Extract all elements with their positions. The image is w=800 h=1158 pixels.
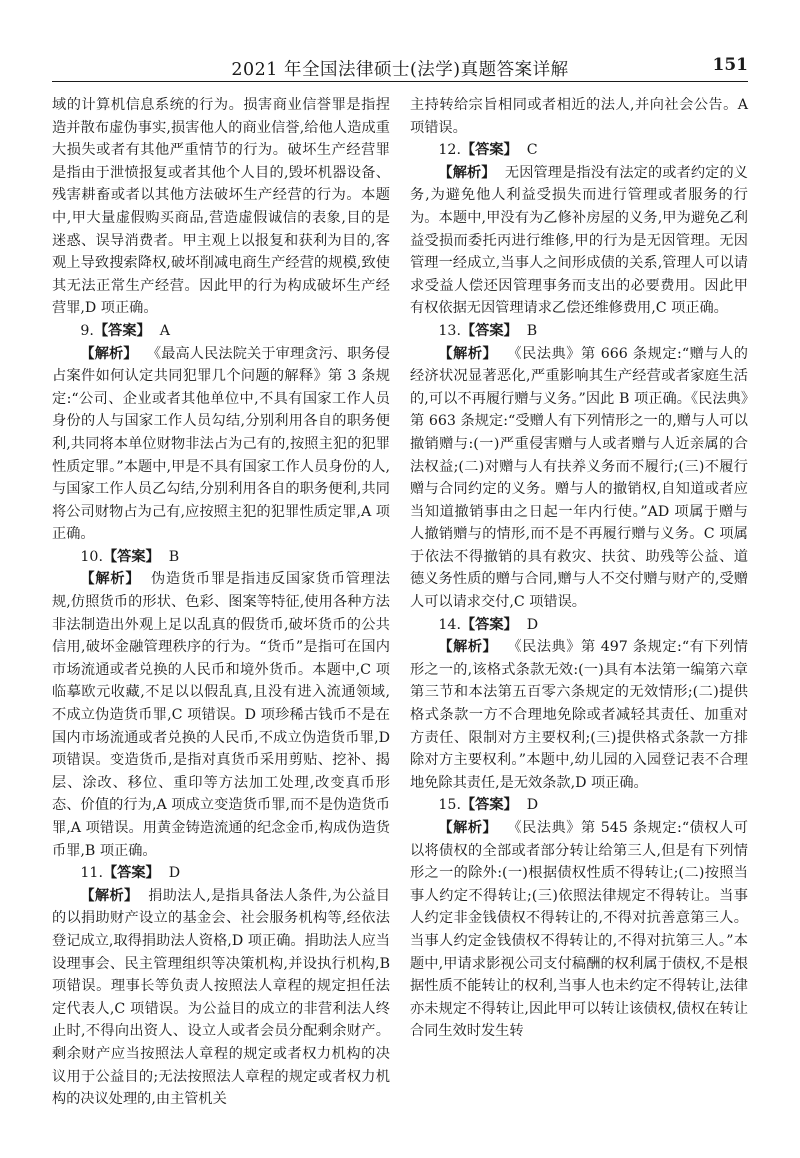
analysis-label: 【解析】 (438, 820, 498, 836)
answer-label: 【答案】 (93, 322, 151, 339)
question-number: 10. (80, 548, 103, 565)
analysis-text: 《最高人民法院关于审理贪污、职务侵占案件如何认定共同犯罪几个问题的解释》第 3 条规定:“公司、企业或者其他单位中,不具有国家工作人员身份的人与国家工作人员勾结,分别利用各自的职务便利,共同将本单位财物非法占为己有的,按照主犯的犯罪性质定罪。”本题中,甲是不具有国家工作人员身份的人,与国家工作人员乙勾结,分别利用各自的职务便利,共同将公司财物占为己有,应按照主犯的犯罪性质定罪,A 项正确。 (52, 345, 390, 543)
page-number: 151 (712, 55, 748, 75)
analysis-13 (410, 343, 748, 614)
analysis-label: 【解析】 (80, 345, 138, 362)
left-column (52, 94, 390, 1111)
answer-label: 【答案】 (460, 616, 518, 633)
answer-15 (410, 794, 748, 817)
answer-11 (52, 862, 390, 885)
answer-label: 【答案】 (460, 797, 518, 814)
analysis-label: 【解析】 (438, 164, 496, 181)
analysis-text: 《民法典》第 545 条规定:“债权人可以将债权的全部或者部分转让给第三人,但是有下列情形之一的除外:(一)根据债权性质不得转让;(二)按照当事人约定不得转让;(三)依照法律规定不得转让。当事人约定非金钱债权不得转让的,不得对抗善意第三人。当事人约定金钱债权不得转让的,不得对抗第三人。”本题中,甲请求影视公司支付稿酬的权利属于债权,不是根据性质不能转让的权利,当事人也未约定不得转让,法律亦未规定不得转让,因此甲可以转让该债权,债权在转让合同生效时发生转 (410, 820, 748, 1040)
answer-13 (410, 320, 748, 343)
answer-value: D (526, 797, 539, 814)
answer-value: D (526, 616, 539, 633)
analysis-label: 【解析】 (438, 639, 498, 656)
analysis-text: 无因管理是指没有法定的或者约定的义务,为避免他人利益受损失而进行管理或者服务的行为。本题中,甲没有为乙修补房屋的义务,甲为避免乙利益受损而委托丙进行维修,甲的行为是无因管理。无因管理一经成立,当事人之间形成债的关系,管理人可以请求受益人偿还因管理事务而支出的必要费用。因此甲有权依据无因管理请求乙偿还维修费用,C 项正确。 (410, 164, 748, 317)
answer-label: 【答案】 (102, 865, 160, 882)
analysis-text: 伪造货币罪是指违反国家货币管理法规,仿照货币的形状、色彩、图案等特征,使用各种方法非法制造出外观上足以乱真的假货币,破坏货币的公共信用,破坏金融管理秩序的行为。“货币”是指可在国内市场流通或者兑换的人民币和境外货币。本题中,C 项临摹欧元收藏,不足以以假乱真,且没有进入流通领域,不成立伪造货币罪,C 项错误。D 项珍稀古钱币不是在国内市场流通或者兑换的人民币,不成立伪造货币罪,D 项错误。变造货币,是指对真货币采用剪贴、挖补、揭层、涂改、移位、重印等方法加工处理,改变真币形态、价值的行为,A 项成立变造货币罪,而不是伪造货币罪,A 项错误。用黄金铸造流通的纪念金币,构成伪造货币罪,B 项正确。 (52, 571, 390, 859)
analysis-10 (52, 568, 390, 862)
header-title: 2021 年全国法律硕士(法学)真题答案详解 (231, 60, 569, 80)
answer-10 (52, 546, 390, 569)
question-number: 13. (438, 322, 461, 339)
analysis-text: 《民法典》第 666 条规定:“赠与人的经济状况显著恶化,严重影响其生产经营或者家庭生活的,可以不再履行赠与义务。”因此 B 项正确。《民法典》第 663 条规定:“受赠人有下列情形之一的,赠与人可以撤销赠与:(一)严重侵害赠与人或者赠与人近亲属的合法权益;(二)对赠与人有扶养义务而不履行;(三)不履行赠与合同约定的义务。赠与人的撤销权,自知道或者应当知道撤销事由之日起一年内行使。”AD 项属于赠与人撤销赠与的情形,而不是不再履行赠与义务。C 项属于依法不得撤销的具有救灾、扶贫、助残等公益、道德义务性质的赠与合同,赠与人不交付赠与财产的,受赠人可以请求交付,C 项错误。 (410, 345, 748, 611)
analysis-14 (410, 636, 748, 794)
analysis-label: 【解析】 (80, 887, 139, 904)
paragraph-continued: 主持转给宗旨相同或者相近的法人,并向社会公告。A 项错误。 (410, 97, 748, 136)
answer-value: C (526, 142, 538, 159)
question-number: 9. (80, 322, 94, 339)
answer-label: 【答案】 (460, 322, 518, 339)
right-column (410, 94, 748, 1043)
analysis-label: 【解析】 (438, 345, 498, 362)
analysis-11 (52, 885, 390, 1111)
analysis-text: 捐助法人,是指具备法人条件,为公益目的以捐助财产设立的基金会、社会服务机构等,经依法登记成立,取得捐助法人资格,D 项正确。捐助法人应当设理事会、民主管理组织等决策机构,并设执行机构,B 项错误。理事长等负责人按照法人章程的规定担任法定代表人,C 项错误。为公益目的成立的非营利法人终止时,不得向出资人、设立人或者会员分配剩余财产。剩余财产应当按照法人章程的规定或者权力机构的决议用于公益目的;无法按照法人章程的规定或者权力机构的决议处理的,由主管机关 (52, 887, 390, 1108)
question-number: 15. (438, 797, 461, 814)
analysis-text: 《民法典》第 497 条规定:“有下列情形之一的,该格式条款无效:(一)具有本法第一编第六章第三节和本法第五百零六条规定的无效情形;(二)提供格式条款一方不合理地免除或者减轻其责任、加重对方责任、限制对方主要权利;(三)提供格式条款一方排除对方主要权利。”本题中,幼儿园的入园登记表不合理地免除其责任,是无效条款,D 项正确。 (410, 639, 748, 791)
question-number: 12. (438, 142, 461, 159)
answer-label: 【答案】 (102, 548, 160, 565)
analysis-12 (410, 162, 748, 320)
paragraph-continued: 域的计算机信息系统的行为。损害商业信誉罪是指捏造并散布虚伪事实,损害他人的商业信誉,给他人造成重大损失或者有其他严重情节的行为。破坏生产经营罪是指由于泄愤报复或者其他个人目的,毁坏机器设备、残害耕畜或者以其他方法破坏生产经营的行为。本题中,甲大量虚假购买商品,营造虚假诚信的表象,目的是迷惑、误导消费者。甲主观上以报复和获利为目的,客观上导致搜索降权,破坏削减电商生产经营的规模,致使其无法正常生产经营。因此甲的行为构成破坏生产经营罪,D 项正确。 (52, 97, 390, 317)
answer-value: D (168, 865, 181, 882)
answer-value: B (168, 548, 180, 565)
answer-14 (410, 614, 748, 637)
answer-12 (410, 139, 748, 162)
analysis-9 (52, 343, 390, 546)
answer-label: 【答案】 (460, 142, 518, 159)
question-number: 14. (438, 616, 461, 633)
answer-value: A (159, 322, 170, 339)
answer-9 (52, 320, 390, 343)
page-header (52, 52, 748, 82)
analysis-label: 【解析】 (80, 571, 141, 588)
analysis-15 (410, 817, 748, 1043)
question-number: 11. (80, 865, 103, 882)
answer-value: B (526, 322, 538, 339)
